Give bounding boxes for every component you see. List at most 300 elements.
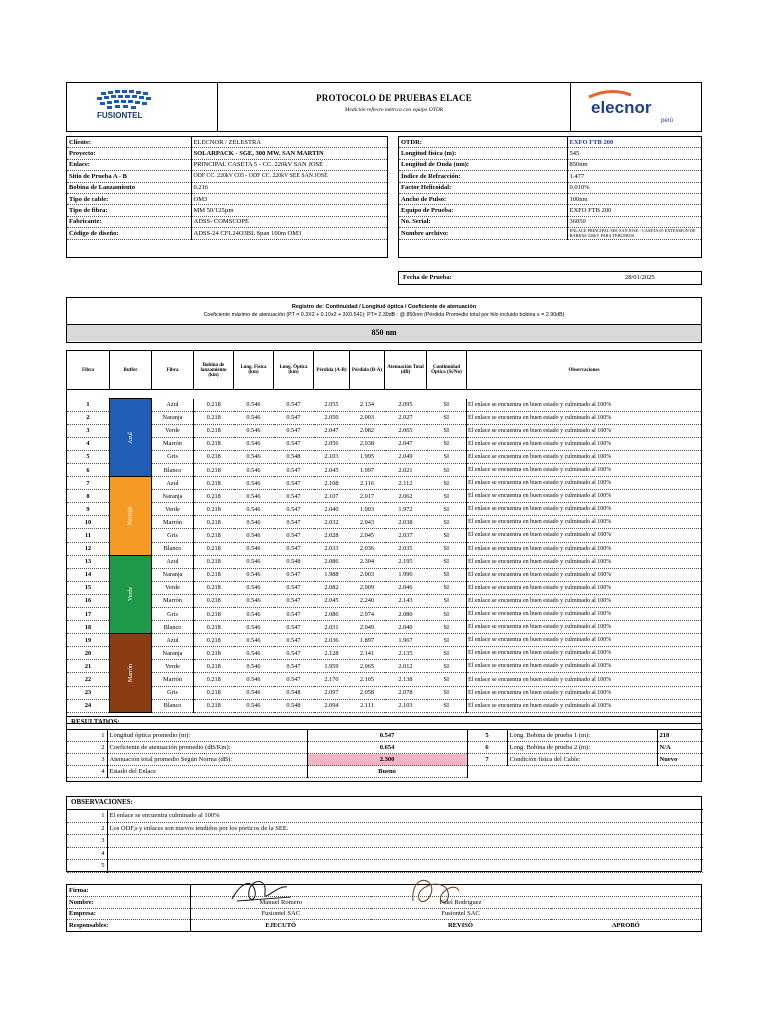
fiber-number: 17	[67, 608, 110, 621]
otdr-value: 850nm	[567, 159, 701, 170]
spacer-row	[67, 390, 702, 399]
cell-lf: 0.546	[234, 555, 274, 568]
signature-firma-row	[67, 885, 702, 897]
cell-co: SI	[427, 555, 467, 568]
fiber-number: 14	[67, 568, 110, 581]
cell-c: Naranja	[152, 568, 194, 581]
fiber-row	[67, 503, 702, 516]
info-value: 0.216	[191, 182, 387, 193]
observacion-number: 3	[67, 835, 107, 848]
cell-at: 2.021	[385, 463, 427, 476]
otdr-row	[399, 171, 701, 182]
info-row	[67, 137, 387, 148]
info-row	[67, 228, 387, 239]
cell-lf: 0.546	[234, 399, 274, 412]
cell-ab: 2.045	[314, 463, 350, 476]
cell-lo: 0.547	[274, 516, 314, 529]
fiber-row	[67, 437, 702, 450]
observacion-row	[67, 847, 703, 860]
observation-cell: El enlace se encuentra en buen estado y culminado al 100%	[467, 555, 702, 568]
otdr-label: Índice de Refracción:	[399, 171, 567, 182]
observaciones-table	[67, 809, 703, 873]
fiber-row	[67, 477, 702, 490]
cell-b: 0.218	[194, 634, 234, 647]
cell-c: Azul	[152, 555, 194, 568]
cell-at: 2.012	[385, 660, 427, 673]
signature-3-cell	[551, 885, 702, 897]
otdr-value: ENLACE PRINCIPAL SEE SAN JOSE - CASETA 05 EXTENSION DE BARRAS 220kV PARA TERCEROS	[567, 228, 701, 239]
cell-ba: 2.074	[350, 608, 385, 621]
fiber-row	[67, 647, 702, 660]
nombre-label: Nombre:	[67, 896, 191, 908]
otdr-label: Nombre archivo:	[399, 228, 567, 239]
cell-b: 0.218	[194, 555, 234, 568]
otdr-value: 36050	[567, 216, 701, 227]
observation-cell: El enlace se encuentra en buen estado y culminado al 100%	[467, 634, 702, 647]
result-number: 2	[67, 742, 107, 754]
observation-cell: El enlace se encuentra en buen estado y culminado al 100%	[467, 608, 702, 621]
cell-ab: 2.031	[314, 621, 350, 634]
signature-3-empresa	[551, 908, 702, 920]
registro-box	[66, 297, 702, 343]
cell-b: 0.218	[194, 542, 234, 555]
cell-ab: 2.086	[314, 608, 350, 621]
cell-lf: 0.546	[234, 608, 274, 621]
otdr-label: Longitud de Onda (nm):	[399, 159, 567, 170]
project-info-table	[67, 137, 387, 240]
cell-b: 0.218	[194, 437, 234, 450]
fiber-row	[67, 450, 702, 463]
info-label: Enlace:	[67, 159, 191, 170]
results-title: RESULTADOS:	[71, 718, 120, 726]
cell-at: 2.046	[385, 581, 427, 594]
test-date-box	[398, 271, 702, 285]
cell-lo: 0.548	[274, 555, 314, 568]
fiber-number: 15	[67, 581, 110, 594]
cell-c: Blanco	[152, 463, 194, 476]
otdr-row	[399, 182, 701, 193]
cell-c: Gris	[152, 450, 194, 463]
observation-cell: El enlace se encuentra en buen estado y culminado al 100%	[467, 647, 702, 660]
cell-co: SI	[427, 411, 467, 424]
signature-2-empresa: Fusiontel SAC	[371, 908, 551, 920]
observacion-number: 5	[67, 860, 107, 873]
fusiontel-logo-text: FUSIONTEL	[97, 111, 143, 120]
cell-lo: 0.547	[274, 608, 314, 621]
info-label: Código de diseño:	[67, 228, 191, 239]
fiber-number: 7	[67, 477, 110, 490]
info-label: Sitio de Prueba A - B	[67, 171, 191, 182]
cell-lo: 0.547	[274, 477, 314, 490]
observaciones-box	[66, 796, 702, 872]
otdr-row	[399, 137, 701, 148]
buffer-cell	[110, 555, 152, 634]
fiber-number: 11	[67, 529, 110, 542]
cell-co: SI	[427, 450, 467, 463]
info-value: MM 50/125µm	[191, 205, 387, 216]
cell-lo: 0.547	[274, 542, 314, 555]
result-row	[67, 730, 703, 742]
test-date-value: 28/01/2025	[625, 274, 655, 281]
cell-b: 0.218	[194, 673, 234, 686]
col-perdida-ba: Pérdida (B-A)	[350, 351, 385, 390]
observacion-row	[67, 835, 703, 848]
cell-lf: 0.546	[234, 660, 274, 673]
signature-2-scribble	[405, 871, 465, 915]
cell-ab: 2.107	[314, 490, 350, 503]
result-label: Coeficiente de atenuación promedio (dB/Km):	[107, 742, 307, 754]
fiber-row	[67, 529, 702, 542]
fiber-row	[67, 581, 702, 594]
cell-ab: 2.170	[314, 673, 350, 686]
elecnor-logo-icon	[571, 83, 701, 131]
signature-empresa-row	[67, 908, 702, 920]
result-value: 0.547	[307, 730, 467, 742]
cell-ab: 1.988	[314, 568, 350, 581]
cell-at: 2.143	[385, 594, 427, 607]
fiber-row	[67, 686, 702, 699]
cell-b: 0.218	[194, 490, 234, 503]
cell-c: Gris	[152, 686, 194, 699]
cell-ab: 2.045	[314, 594, 350, 607]
observacion-text: El enlace se encuentra culminado al 100%	[107, 810, 703, 823]
fiber-row	[67, 608, 702, 621]
cell-ba: 2.116	[350, 477, 385, 490]
observation-cell: El enlace se encuentra en buen estado y culminado al 100%	[467, 621, 702, 634]
cell-at: 2.035	[385, 542, 427, 555]
otdr-label: Ancho de Pulso:	[399, 193, 567, 204]
cell-at: 2.135	[385, 647, 427, 660]
observaciones-title: OBSERVACIONES:	[71, 798, 133, 806]
observation-cell: El enlace se encuentra en buen estado y culminado al 100%	[467, 490, 702, 503]
cell-ab: 2.040	[314, 503, 350, 516]
result-value: 2.300	[307, 754, 467, 766]
signature-1-scribble	[227, 873, 297, 911]
info-label: Tipo de cable:	[67, 193, 191, 204]
cell-at: 2.112	[385, 477, 427, 490]
cell-b: 0.218	[194, 450, 234, 463]
cell-c: Naranja	[152, 490, 194, 503]
observation-cell: El enlace se encuentra en buen estado y culminado al 100%	[467, 463, 702, 476]
result-value: 0.654	[307, 742, 467, 754]
cell-co: SI	[427, 437, 467, 450]
cell-ab: 2.103	[314, 450, 350, 463]
result-value: Nuevo	[657, 754, 703, 766]
info-value: ADSS- COMSCOPE	[191, 216, 387, 227]
test-date-label: Fecha de Prueba:	[403, 274, 452, 281]
fiber-number: 21	[67, 660, 110, 673]
info-label: Bobina de Lanzamiento	[67, 182, 191, 193]
cell-ab: 2.032	[314, 516, 350, 529]
cell-lf: 0.546	[234, 437, 274, 450]
buffer-label: Verde	[127, 587, 134, 602]
fiber-number: 16	[67, 594, 110, 607]
fiber-number: 2	[67, 411, 110, 424]
fiber-number: 13	[67, 555, 110, 568]
cell-c: Marrón	[152, 673, 194, 686]
cell-lf: 0.546	[234, 594, 274, 607]
cell-lf: 0.546	[234, 516, 274, 529]
observation-cell: El enlace se encuentra en buen estado y culminado al 100%	[467, 424, 702, 437]
cell-ab: 2.047	[314, 424, 350, 437]
fiber-row	[67, 399, 702, 412]
cell-co: SI	[427, 673, 467, 686]
cell-co: SI	[427, 686, 467, 699]
cell-co: SI	[427, 581, 467, 594]
cell-lf: 0.546	[234, 568, 274, 581]
signature-2-cell	[371, 885, 551, 897]
cell-ab: 2.094	[314, 699, 350, 712]
fiber-number: 8	[67, 490, 110, 503]
cell-lo: 0.547	[274, 634, 314, 647]
otdr-row	[399, 193, 701, 204]
cell-at: 2.195	[385, 555, 427, 568]
signature-3-nombre	[551, 896, 702, 908]
col-fibra: Fibra	[67, 351, 110, 390]
cell-co: SI	[427, 568, 467, 581]
cell-ba: 2.003	[350, 411, 385, 424]
fiber-row	[67, 594, 702, 607]
cell-b: 0.218	[194, 529, 234, 542]
observation-cell: El enlace se encuentra en buen estado y culminado al 100%	[467, 673, 702, 686]
cell-b: 0.218	[194, 463, 234, 476]
cell-co: SI	[427, 490, 467, 503]
cell-lf: 0.546	[234, 673, 274, 686]
table-header-row	[67, 351, 702, 390]
buffer-cell	[110, 477, 152, 556]
fiber-results-table	[66, 350, 702, 724]
cell-ab: 2.050	[314, 411, 350, 424]
otdr-label: Longitud física (m):	[399, 148, 567, 159]
result-value: 218	[657, 730, 703, 742]
cell-lo: 0.547	[274, 529, 314, 542]
cell-ba: 2.003	[350, 568, 385, 581]
cell-ba: 2.045	[350, 529, 385, 542]
fiber-number: 23	[67, 686, 110, 699]
cell-ba: 2.017	[350, 490, 385, 503]
observation-cell: El enlace se encuentra en buen estado y culminado al 100%	[467, 399, 702, 412]
empresa-label: Empresa:	[67, 908, 191, 920]
observacion-number: 4	[67, 847, 107, 860]
cell-b: 0.218	[194, 686, 234, 699]
result-row	[67, 754, 703, 766]
result-value: Bueno	[307, 766, 467, 778]
result-number: 7	[467, 754, 507, 766]
observacion-text	[107, 847, 703, 860]
fiber-number: 10	[67, 516, 110, 529]
observation-cell: El enlace se encuentra en buen estado y culminado al 100%	[467, 450, 702, 463]
cell-lf: 0.546	[234, 503, 274, 516]
cell-c: Marrón	[152, 437, 194, 450]
cell-c: Marrón	[152, 516, 194, 529]
info-row	[67, 193, 387, 204]
cell-lo: 0.547	[274, 424, 314, 437]
col-atenuacion: Atenuación Total (dB)	[385, 351, 427, 390]
info-value: ADSS-24 CFL24O3BL Span 100m OM3	[191, 228, 387, 239]
cell-lf: 0.546	[234, 647, 274, 660]
result-label: Long. Bobina de prueba 1 (m):	[507, 730, 657, 742]
cell-c: Naranja	[152, 411, 194, 424]
cell-c: Gris	[152, 608, 194, 621]
info-row	[67, 182, 387, 193]
cell-ba: 2.036	[350, 542, 385, 555]
cell-lo: 0.547	[274, 594, 314, 607]
cell-co: SI	[427, 660, 467, 673]
cell-lo: 0.547	[274, 490, 314, 503]
result-number: 1	[67, 730, 107, 742]
fiber-number: 22	[67, 673, 110, 686]
otdr-info-table	[399, 137, 701, 240]
result-label: Atenuación total promedio Según Norma (dB):	[107, 754, 307, 766]
col-observaciones: Observaciones	[467, 351, 702, 390]
result-label: Estado del Enlace	[107, 766, 307, 778]
cell-b: 0.218	[194, 621, 234, 634]
cell-at: 2.062	[385, 490, 427, 503]
otdr-label: No. Serial:	[399, 216, 567, 227]
otdr-info-box	[398, 136, 702, 258]
cell-ba: 1.997	[350, 463, 385, 476]
cell-at: 2.037	[385, 529, 427, 542]
col-buffer: Buffer	[110, 351, 152, 390]
otdr-value: 100nm	[567, 193, 701, 204]
signature-1-responsable: EJECUTÓ	[191, 920, 371, 932]
cell-b: 0.218	[194, 660, 234, 673]
cell-co: SI	[427, 477, 467, 490]
signature-table	[66, 884, 702, 932]
registro-title: Registro de: Continuidad / Longitud óptica / Coeficiente de atenuación	[291, 304, 477, 310]
info-row	[67, 171, 387, 182]
observation-cell: El enlace se encuentra en buen estado y culminado al 100%	[467, 699, 702, 712]
cell-ba: 1.995	[350, 450, 385, 463]
cell-ba: 2.049	[350, 621, 385, 634]
fiber-number: 4	[67, 437, 110, 450]
result-number: 5	[467, 730, 507, 742]
fiber-row	[67, 621, 702, 634]
observation-cell: El enlace se encuentra en buen estado y culminado al 100%	[467, 660, 702, 673]
observation-cell: El enlace se encuentra en buen estado y culminado al 100%	[467, 542, 702, 555]
firma-label: Firma:	[67, 885, 191, 897]
cell-c: Naranja	[152, 647, 194, 660]
cell-at: 2.078	[385, 686, 427, 699]
fiber-row	[67, 424, 702, 437]
observation-cell: El enlace se encuentra en buen estado y culminado al 100%	[467, 477, 702, 490]
fiber-row	[67, 660, 702, 673]
cell-lf: 0.546	[234, 477, 274, 490]
cell-lo: 0.547	[274, 647, 314, 660]
cell-lo: 0.547	[274, 568, 314, 581]
elecnor-logo-text: elecnor	[591, 98, 652, 117]
cell-at: 1.996	[385, 568, 427, 581]
cell-lf: 0.546	[234, 634, 274, 647]
fiber-row	[67, 699, 702, 712]
document-title: PROTOCOLO DE PRUEBAS ELACE	[316, 93, 472, 103]
cell-c: Verde	[152, 581, 194, 594]
cell-co: SI	[427, 634, 467, 647]
observacion-row	[67, 822, 703, 835]
cell-ba: 2.082	[350, 424, 385, 437]
cell-lo: 0.548	[274, 450, 314, 463]
cell-ab: 2.128	[314, 647, 350, 660]
otdr-row	[399, 205, 701, 216]
cell-at: 2.038	[385, 516, 427, 529]
otdr-label: Equipo de Prueba:	[399, 205, 567, 216]
cell-at: 2.103	[385, 699, 427, 712]
fiber-row	[67, 411, 702, 424]
results-table	[67, 729, 703, 778]
info-label: Fabricante:	[67, 216, 191, 227]
cell-lo: 0.548	[274, 686, 314, 699]
cell-ba: 2.058	[350, 686, 385, 699]
info-value: OM3	[191, 193, 387, 204]
cell-co: SI	[427, 621, 467, 634]
col-fibra-color: Fibra	[152, 351, 194, 390]
cell-ba: 2.038	[350, 437, 385, 450]
cell-ba: 2.111	[350, 699, 385, 712]
info-label: Cliente:	[67, 137, 191, 148]
result-label: Long. Bobina de prueba 2 (m):	[507, 742, 657, 754]
result-label: Longitud óptica promedio (m):	[107, 730, 307, 742]
cell-b: 0.218	[194, 568, 234, 581]
cell-ba: 2.304	[350, 555, 385, 568]
document-subtitle: Medición reflecto métrica con equipo OTDR	[344, 107, 444, 113]
fiber-row	[67, 568, 702, 581]
cell-ab: 2.097	[314, 686, 350, 699]
cell-b: 0.218	[194, 699, 234, 712]
info-value: ELECNOR / ZELESTRA	[191, 137, 387, 148]
cell-c: Marrón	[152, 594, 194, 607]
cell-c: Blanco	[152, 621, 194, 634]
elecnor-logo	[570, 83, 701, 131]
cell-ba: 2.065	[350, 660, 385, 673]
cell-lo: 0.547	[274, 673, 314, 686]
cell-b: 0.218	[194, 411, 234, 424]
cell-lo: 0.547	[274, 411, 314, 424]
buffer-cell	[110, 634, 152, 713]
fusiontel-logo-icon	[67, 83, 217, 131]
observation-cell: El enlace se encuentra en buen estado y culminado al 100%	[467, 516, 702, 529]
result-row	[67, 766, 703, 778]
signature-nombre-row	[67, 896, 702, 908]
observation-cell: El enlace se encuentra en buen estado y culminado al 100%	[467, 594, 702, 607]
cell-ab: 2.056	[314, 437, 350, 450]
info-value: SOLARPACK - SGE, 300 MW. SAN MARTIN	[191, 148, 387, 159]
cell-lf: 0.546	[234, 424, 274, 437]
observation-cell: El enlace se encuentra en buen estado y culminado al 100%	[467, 568, 702, 581]
cell-at: 2.027	[385, 411, 427, 424]
result-number: 6	[467, 742, 507, 754]
otdr-value: EXFO FTB 200	[567, 137, 701, 148]
project-info-box	[66, 136, 388, 258]
cell-c: Verde	[152, 424, 194, 437]
cell-co: SI	[427, 503, 467, 516]
col-long-fisica: Long. Física (km)	[234, 351, 274, 390]
observacion-row	[67, 810, 703, 823]
signature-responsables-row	[67, 920, 702, 932]
otdr-value: 1.477	[567, 171, 701, 182]
cell-co: SI	[427, 529, 467, 542]
observacion-number: 1	[67, 810, 107, 823]
col-long-optica: Long. Óptica (km)	[274, 351, 314, 390]
cell-at: 2.080	[385, 608, 427, 621]
cell-ab: 2.028	[314, 529, 350, 542]
cell-ab: 2.055	[314, 399, 350, 412]
cell-ab: 2.082	[314, 581, 350, 594]
cell-co: SI	[427, 542, 467, 555]
cell-lf: 0.546	[234, 542, 274, 555]
result-number: 4	[67, 766, 107, 778]
buffer-label: Marrón	[127, 663, 134, 682]
cell-at: 2.040	[385, 621, 427, 634]
